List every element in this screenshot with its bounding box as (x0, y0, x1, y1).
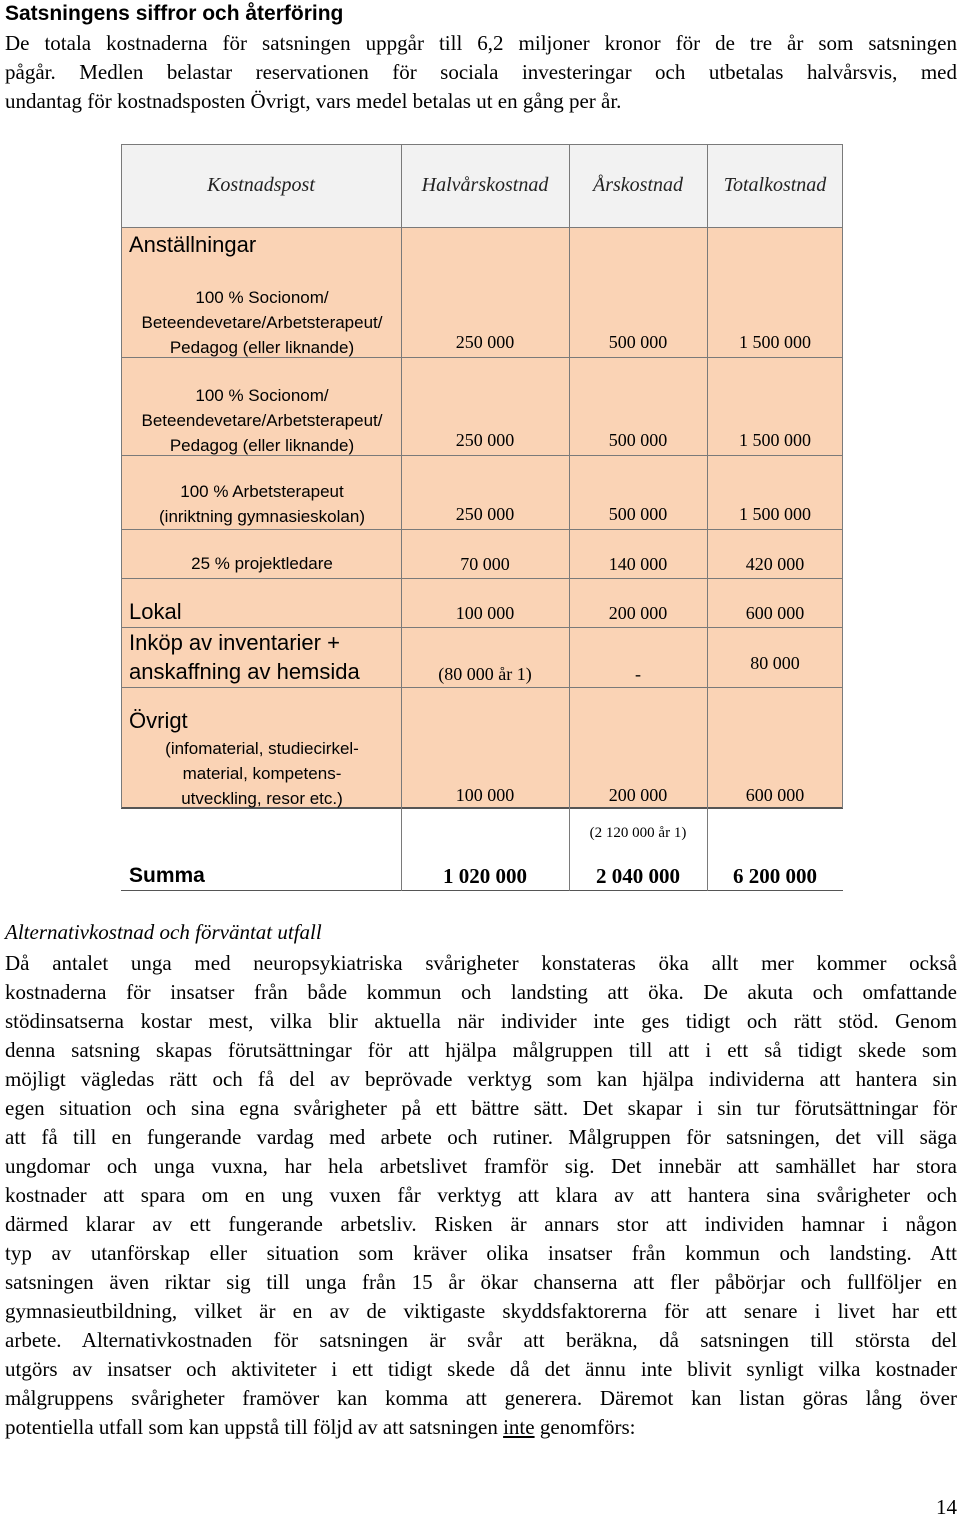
body-line: arbete. Alternativkostnaden för satsningen är svår att beräkna, då satsningen till största del (5, 1328, 957, 1352)
body-line-last: potentiella utfall som kan uppstå till följd av att satsningen inte genomförs: (5, 1415, 636, 1439)
cell-total: 600 000 (745, 785, 805, 805)
cell-total: 600 000 (745, 603, 805, 623)
intro-line: undantag för kostnadsposten Övrigt, vars medel betalas ut en gång per år. (5, 89, 622, 113)
header-kostnadspost: Kostnadspost (207, 174, 315, 196)
header-totalkostnad: Totalkostnad (723, 174, 827, 196)
cell-halvar: 70 000 (460, 554, 510, 574)
body-line: utgörs av insatser och aktiviteter i ett tidigt skede då det ännu inte blivit synligt vilka kostnader (5, 1357, 957, 1381)
body-line: därmed klarar av ett fungerande arbetsliv. Risken är annars stor att individen hamnar i någon (5, 1212, 957, 1236)
cell-halvar: 250 000 (455, 332, 515, 352)
cell-ar: 500 000 (608, 430, 668, 450)
intro-line: pågår. Medlen belastar reservationen för sociala investeringar och utbetalas halvårsvis, med (5, 60, 957, 84)
summa-total: 6 200 000 (733, 864, 817, 888)
body-line: kostnader att spara om en ung vuxen får verktyg att klara av att hantera sina svårigheter och (5, 1183, 957, 1207)
header-arskostnad: Årskostnad (593, 174, 683, 196)
body-line: kostnaderna för insatser från både kommun och landsting att öka. De akuta och omfattande (5, 980, 957, 1004)
body-line: egen situation och sina egna svårigheter på ett bättre sätt. Det skapar i sin tur förutsättningar för (5, 1096, 957, 1120)
body-line: målgruppens svårigheter framöver kan komma att generera. Däremot kan listan göras lång över (5, 1386, 957, 1410)
body-line: att få till en fungerande vardag med arbete och rutiner. Målgruppen för satsningen, det vill säga (5, 1125, 957, 1149)
subheading: Alternativkostnad och förväntat utfall (5, 920, 322, 944)
cell-total: 80 000 (750, 653, 800, 673)
cell-ar: 500 000 (608, 504, 668, 524)
underlined-word: inte (503, 1415, 535, 1439)
cell-ar: - (635, 664, 641, 684)
cost-table (121, 144, 843, 891)
body-line: ungdomar och unga vuxna, har hela arbetslivet framför sig. Det innebär att samhället har stora (5, 1154, 957, 1178)
cell-halvar: 250 000 (455, 430, 515, 450)
intro-paragraph (5, 29, 957, 116)
cell-total: 420 000 (745, 554, 805, 574)
table-row-post: 25 % projektledare (191, 554, 333, 573)
cell-halvar: 250 000 (455, 504, 515, 524)
header-halvarskostnad: Halvårskostnad (421, 174, 549, 196)
ovrigt-detail: (infomaterial, studiecirkel- material, kompetens- utveckling, resor etc.) (165, 739, 359, 808)
body-line: gymnasieutbildning, vilket är en av de viktigaste skyddsfaktorerna för att senare i livet har ett (5, 1299, 957, 1323)
page-number: 14 (936, 1495, 957, 1519)
cell-ar: 200 000 (608, 603, 668, 623)
summa-year1-note: (2 120 000 år 1) (589, 825, 687, 841)
table-row-post: 100 % Socionom/ Beteendevetare/Arbetsterapeut/ Pedagog (eller liknande) (141, 288, 383, 357)
cell-halvar: 100 000 (455, 603, 515, 623)
lokal-label: Lokal (129, 599, 182, 624)
cell-ar: 200 000 (608, 785, 668, 805)
cell-total: 1 500 000 (739, 332, 811, 352)
body-line: denna satsning skapas förutsättningar för att hjälpa målgruppen till att i ett så tidigt skede som (5, 1038, 957, 1062)
intro-line: De totala kostnaderna för satsningen uppgår till 6,2 miljoner kronor för de tre år som satsningen (5, 31, 957, 55)
section-heading: Satsningens siffror och återföring (5, 2, 344, 25)
cell-halvar: 100 000 (455, 785, 515, 805)
cell-total: 1 500 000 (739, 504, 811, 524)
body-line: Då antalet unga med neuropsykiatriska svårigheter konstateras öka allt mer kommer också (5, 951, 957, 975)
inkop-label: Inköp av inventarier + anskaffning av hemsida (129, 630, 360, 684)
cell-ar: 140 000 (608, 554, 668, 574)
table-row-post: 100 % Socionom/ Beteendevetare/Arbetsterapeut/ Pedagog (eller liknande) (141, 386, 383, 455)
summa-ar: 2 040 000 (596, 864, 680, 888)
table-row-post: 100 % Arbetsterapeut (inriktning gymnasieskolan) (159, 482, 365, 526)
ovrigt-label: Övrigt (129, 708, 188, 733)
section-label-anstallningar: Anställningar (129, 232, 257, 257)
body-line: typ av utanförskap eller situation som kräver olika insatser från kommun och landsting. Att (5, 1241, 957, 1265)
cell-halvar: (80 000 år 1) (438, 664, 532, 684)
cell-total: 1 500 000 (739, 430, 811, 450)
body-line: möjligt vägledas rätt och få del av beprövade verktyg som kan hjälpa individerna att hantera sin (5, 1067, 957, 1091)
body-paragraph (5, 949, 957, 1442)
summa-halvar: 1 020 000 (443, 864, 527, 888)
cell-ar: 500 000 (608, 332, 668, 352)
body-line: stödinsatserna kostar mest, vilka blir aktuella när individer inte ges tidigt och rätt stöd. Genom (5, 1009, 957, 1033)
body-line: satsningen även riktar sig till unga från 15 år ökar chanserna att fler påbörjar och fullföljer en (5, 1270, 957, 1294)
summa-label: Summa (129, 864, 205, 887)
